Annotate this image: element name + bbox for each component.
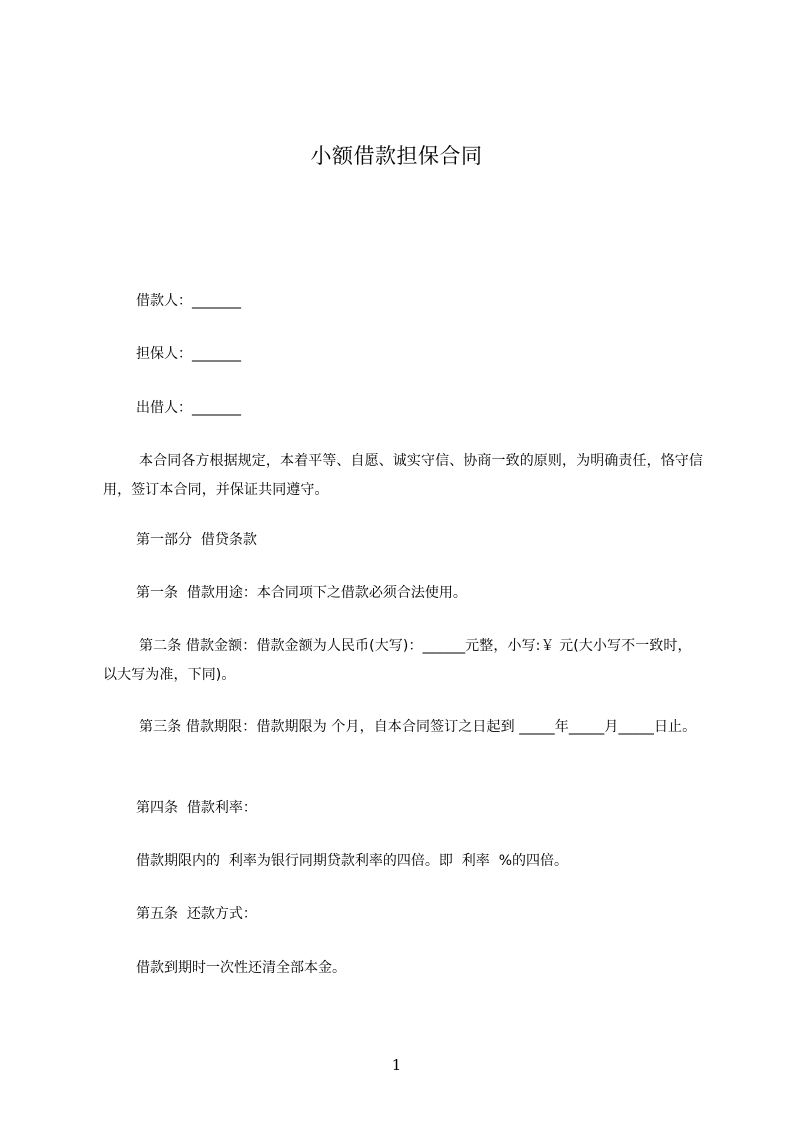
article2-text: 第二条 借款金额：借款金额为人民币(大写)：______元整，小写:￥ 元(大小写不一致时，以大写为准，下同)。 [103,638,692,683]
article2-paragraph [103,632,703,690]
article3-paragraph [103,713,703,742]
document-title: 小额借款担保合同 [310,144,483,168]
article3-text: 第三条 借款期限：借款期限为 个月，自本合同签订之日起到 _____年_____月_____日止。 [139,719,697,735]
preamble-paragraph [103,447,703,505]
article1-text: 第一条 借款用途：本合同项下之借款必须合法使用。 [136,585,467,601]
preamble-text: 本合同各方根据规定，本着平等、自愿、诚实守信、协商一致的原则，为明确责任，恪守信用，签订本合同，并保证共同遵守。 [103,453,703,498]
article5-heading: 第五条 还款方式： [136,906,257,922]
article4-heading: 第四条 借款利率： [136,800,257,816]
part1-heading: 第一部分 借贷条款 [136,532,257,548]
article4-body: 借款期限内的 利率为银行同期贷款利率的四倍。即 利率 %的四倍。 [136,853,569,869]
guarantor-line: 担保人：_______ [136,346,241,362]
lender-line: 出借人：_______ [136,400,241,416]
article5-body: 借款到期时一次性还清全部本金。 [136,960,346,976]
page-number: 1 [391,1056,402,1074]
borrower-line: 借款人：_______ [136,293,241,309]
